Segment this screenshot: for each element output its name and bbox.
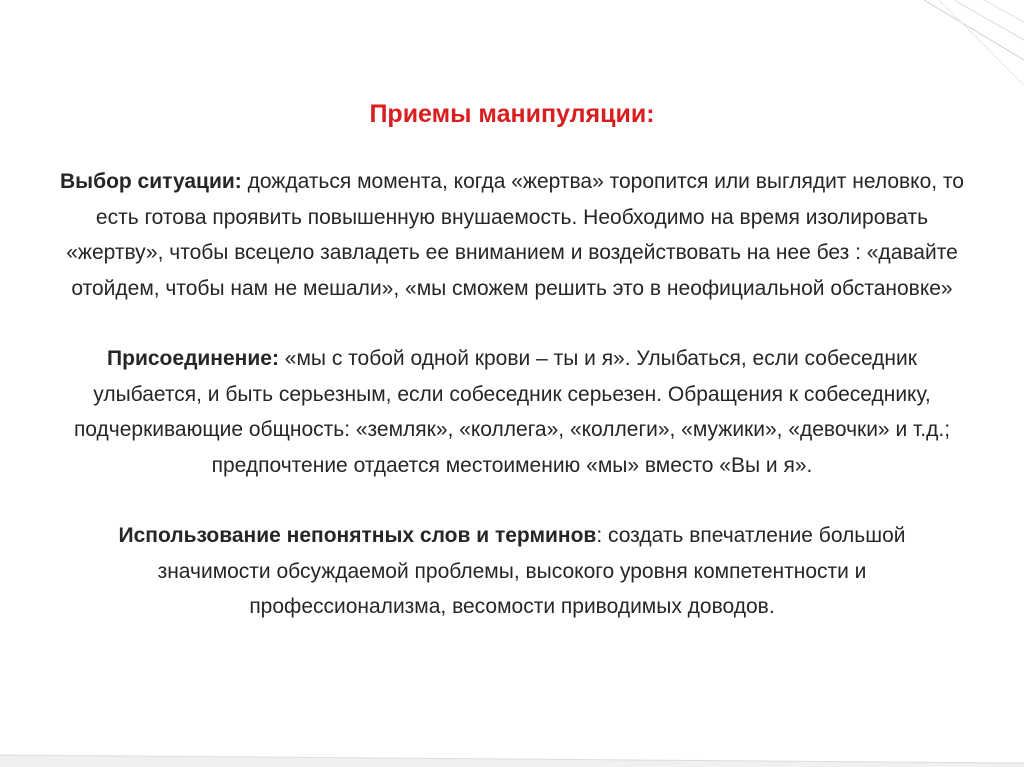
section-term: Выбор ситуации: <box>60 170 242 193</box>
section-term: Использование непонятных слов и терминов <box>118 524 597 547</box>
section-situation-choice <box>60 164 964 306</box>
corner-decoration <box>884 0 1024 100</box>
section-text: «мы с тобой одной крови – ты и я». Улыбаться, если собеседник улыбается, и быть серьезным, если собеседник серьезен. Обращения к собеседнику, подчеркивающие общность: «земляк», «коллега», «коллеги», «мужики», «девочки» и т.д.; предпочтение отдается местоимению «мы» вместо «Вы и я». <box>73 347 951 477</box>
section-text: дождаться момента, когда «жертва» торопится или выглядит неловко, то есть готова проявить повышенную внушаемость. Необходимо на время изолировать «жертву», чтобы всецело завладеть ее вниманием и воздействовать на нее без : «давайте отойдем, чтобы нам не мешали», «мы сможем решить это в неофициальной обстановке» <box>66 170 964 300</box>
slide-title: Приемы манипуляции: <box>369 100 655 128</box>
section-unclear-terms <box>60 518 964 625</box>
section-term: Присоединение: <box>107 347 279 370</box>
slide-content <box>60 96 964 625</box>
bottom-decoration <box>0 737 1024 767</box>
section-joining <box>60 341 964 483</box>
section-text: : создать впечатление большой значимости обсуждаемой проблемы, высокого уровня компетентности и профессионализма, весомости приводимых доводов. <box>157 524 906 618</box>
